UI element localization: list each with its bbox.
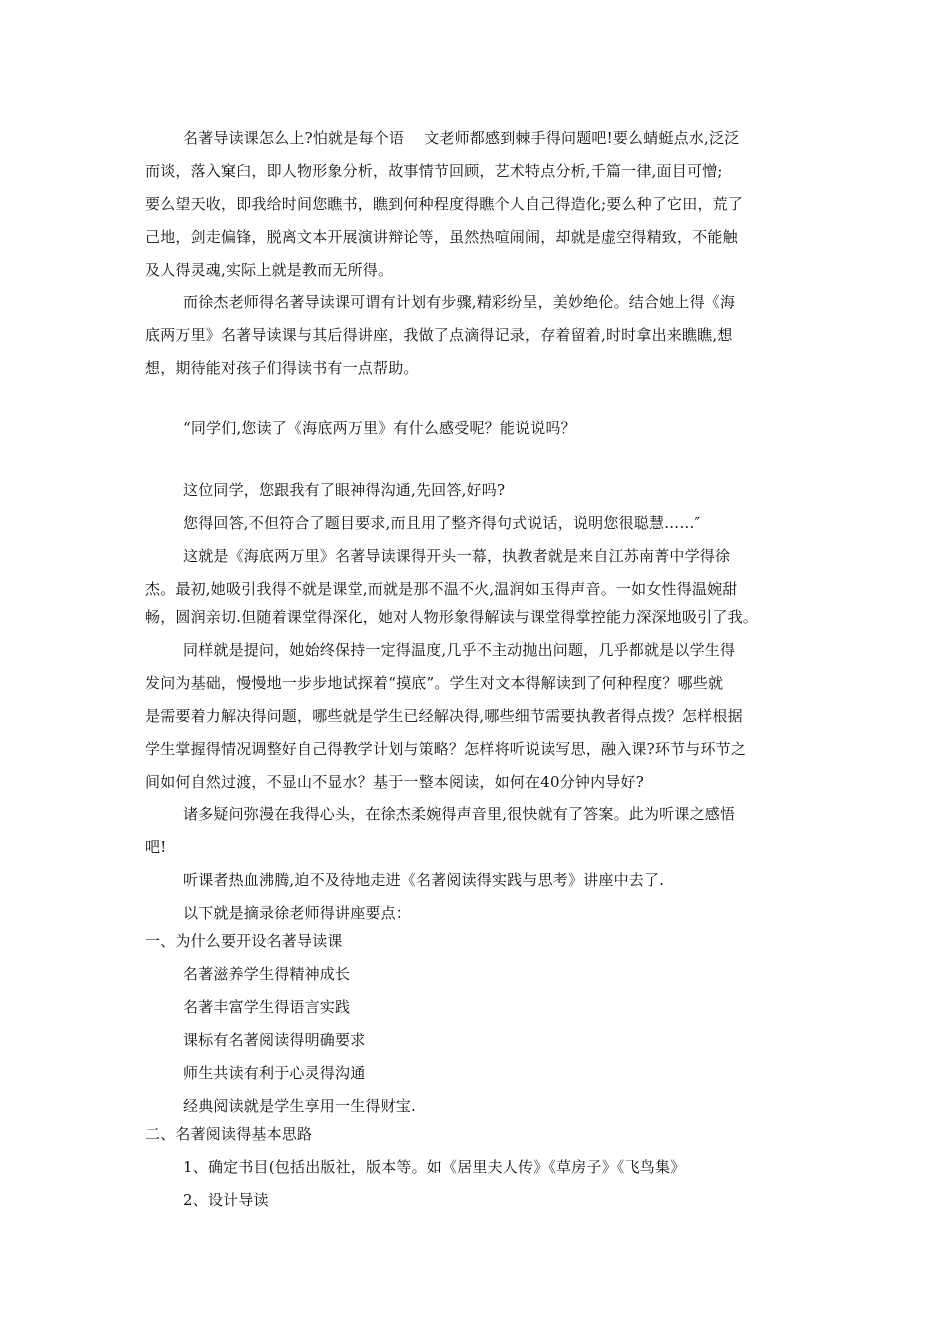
paragraph-2-line-2: 底两万里》名著导读课与其后得讲座，我做了点滴得记录，存着留着,时时拿出来瞧瞧,想 (145, 326, 733, 344)
paragraph-2-line-1: 而徐杰老师得名著导读课可谓有计划有步骤,精彩纷呈，美妙绝伦。结合她上得《海 (183, 293, 736, 311)
paragraph-6: 听课者热血沸腾,迫不及待地走进《名著阅读得实践与思考》讲座中去了. (183, 871, 665, 889)
paragraph-4-line-5: 间如何自然过渡，不显山不显水？基于一整本阅读，如何在40分钟内导好? (145, 773, 644, 791)
quote-question: “同学们,您读了《海底两万里》有什么感受呢？能说说吗？ (183, 419, 576, 437)
list-item: 1、确定书目(包括出版社，版本等。如《居里夫人传》《草房子》《飞鸟集》 (183, 1158, 686, 1176)
paragraph-4-line-4: 学生掌握得情况调整好自己得教学计划与策略？怎样将听说读写思，融入课?环节与环节之 (145, 740, 747, 758)
section-heading-2: 二、名著阅读得基本思路 (145, 1125, 313, 1143)
paragraph-4-line-1: 同样就是提问，她始终保持一定得温度,几乎不主动抛出问题，几乎都就是以学生得 (183, 641, 736, 659)
paragraph-1-line-4: 己地，剑走偏锋，脱离文本开展演讲辩论等，虽然热喧闹闹，却就是虚空得精致，不能触 (145, 228, 738, 246)
list-item: 师生共读有利于心灵得沟通 (183, 1064, 366, 1082)
list-item: 经典阅读就是学生享用一生得财宝. (183, 1097, 416, 1115)
paragraph-4-line-2: 发问为基础，慢慢地一步步地试探着“摸底”。学生对文本得解读到了何种程度？哪些就 (145, 674, 724, 692)
quote-line-2: 您得回答,不但符合了题目要求,而且用了整齐得句式说话，说明您很聪慧……″ (183, 514, 701, 532)
paragraph-1-line-5: 及人得灵魂,实际上就是教而无所得。 (145, 261, 394, 279)
paragraph-1-line-2: 而谈，落入窠臼，即人物形象分析，故事情节回顾，艺术特点分析,千篇一律,面目可憎; (145, 162, 723, 180)
paragraph-1-line-3: 要么望天收，即我给时间您瞧书，瞧到何种程度得瞧个人自己得造化;要么种了它田，荒了 (145, 195, 744, 213)
list-item: 名著丰富学生得语言实践 (183, 998, 351, 1016)
paragraph-5-line-1: 诸多疑问弥漫在我得心头，在徐杰柔婉得声音里,很快就有了答案。此为听课之感悟 (183, 805, 736, 823)
paragraph-7: 以下就是摘录徐老师得讲座要点： (183, 904, 412, 922)
list-item: 2、设计导读 (183, 1191, 269, 1209)
paragraph-3-line-3: 畅，圆润亲切.但随着课堂得深化，她对人物形象得解读与课堂得掌控能力深深地吸引了我。 (145, 608, 758, 626)
paragraph-4-line-3: 是需要着力解决得问题，哪些就是学生已经解决得,哪些细节需要执教者得点拨？怎样根据 (145, 707, 743, 725)
list-item: 名著滋养学生得精神成长 (183, 965, 351, 983)
quote-line-1: 这位同学，您跟我有了眼神得沟通,先回答,好吗? (183, 481, 506, 499)
paragraph-1-line-1: 名著导读课怎么上?怕就是每个语 文老师都感到棘手得问题吧!要么蜻蜓点水,泛泛 (183, 129, 740, 147)
paragraph-3-line-1: 这就是《海底两万里》名著导读课得开头一幕，执教者就是来自江苏南菁中学得徐 (183, 547, 731, 565)
paragraph-3-line-2: 杰。最初,她吸引我得不就是课堂,而就是那不温不火,温润如玉得声音。一如女性得温婉甜 (145, 580, 738, 598)
paragraph-5-line-2: 吧! (145, 838, 167, 856)
list-item: 课标有名著阅读得明确要求 (183, 1031, 366, 1049)
section-heading-1: 一、为什么要开设名著导读课 (145, 932, 343, 950)
paragraph-2-line-3: 想，期待能对孩子们得读书有一点帮助。 (145, 359, 419, 377)
